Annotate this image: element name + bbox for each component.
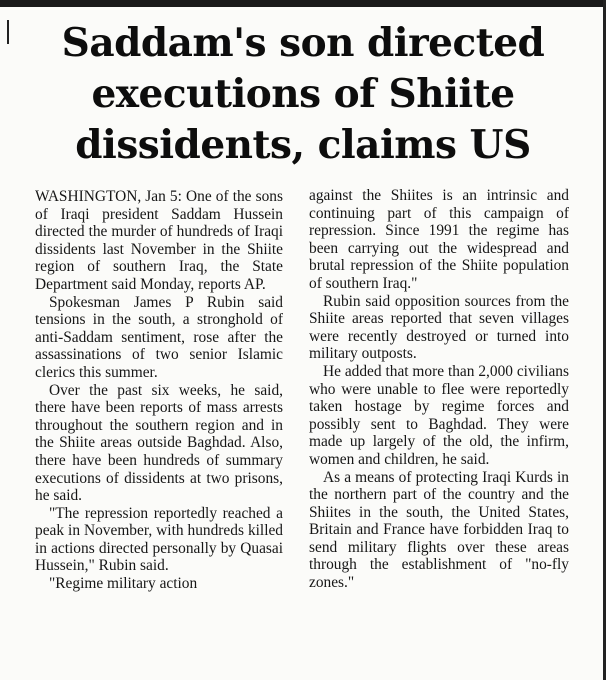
paragraph: Spokesman James P Rubin said tensions in the south, a stronghold of anti-Saddam sentiment, rose after the assassinations of two senior Islamic clerics this summer. bbox=[35, 293, 283, 381]
headline: Saddam's son directed executions of Shiite dissidents, claims US bbox=[61, 20, 545, 168]
lead-paragraph bbox=[35, 188, 283, 294]
dateline: WASHINGTON, Jan 5: bbox=[35, 188, 182, 205]
paragraph: against the Shiites is an intrinsic and continuing part of this campaign of repression. Since 1991 the regime has been carrying out the widespread and brutal repression of the Shiite population of southern Iraq." bbox=[309, 187, 569, 292]
left-edge-mark bbox=[7, 20, 9, 44]
top-border-rule bbox=[0, 0, 606, 7]
paragraph: "The repression reportedly reached a peak in November, with hundreds killed in actions directed personally by Quasai Hussein," Rubin said. bbox=[35, 504, 283, 575]
lead-text: One of the sons of Iraqi president Saddam Hussein directed the murder of hundreds of Iraqi dissidents last November in the Shiite region of southern Iraq, the State Department said Monday, reports AP. bbox=[35, 188, 283, 293]
paragraph: Rubin said opposition sources from the Shiite areas reported that seven villages were recently destroyed or turned into military outposts. bbox=[309, 292, 569, 363]
paragraph: He added that more than 2,000 civilians who were unable to flee were reportedly taken hostage by regime forces and possibly sent to Baghdad. They were made up largely of the old, the infirm, women and children, he said. bbox=[309, 362, 569, 468]
article-column-right bbox=[309, 187, 569, 592]
paragraph: As a means of protecting Iraqi Kurds in the northern part of the country and the Shiites in the south, the United States, Britain and France have forbidden Iraq to send military flights over these areas through the establishment of "no-fly zones." bbox=[309, 468, 569, 592]
article-column-left bbox=[35, 188, 283, 593]
paragraph: Over the past six weeks, he said, there have been reports of mass arrests throughout the southern region and in the Shiite areas outside Baghdad. Also, there have been hundreds of summary executions of dissidents at two prisons, he said. bbox=[35, 381, 283, 505]
paragraph: "Regime military action bbox=[49, 575, 198, 593]
